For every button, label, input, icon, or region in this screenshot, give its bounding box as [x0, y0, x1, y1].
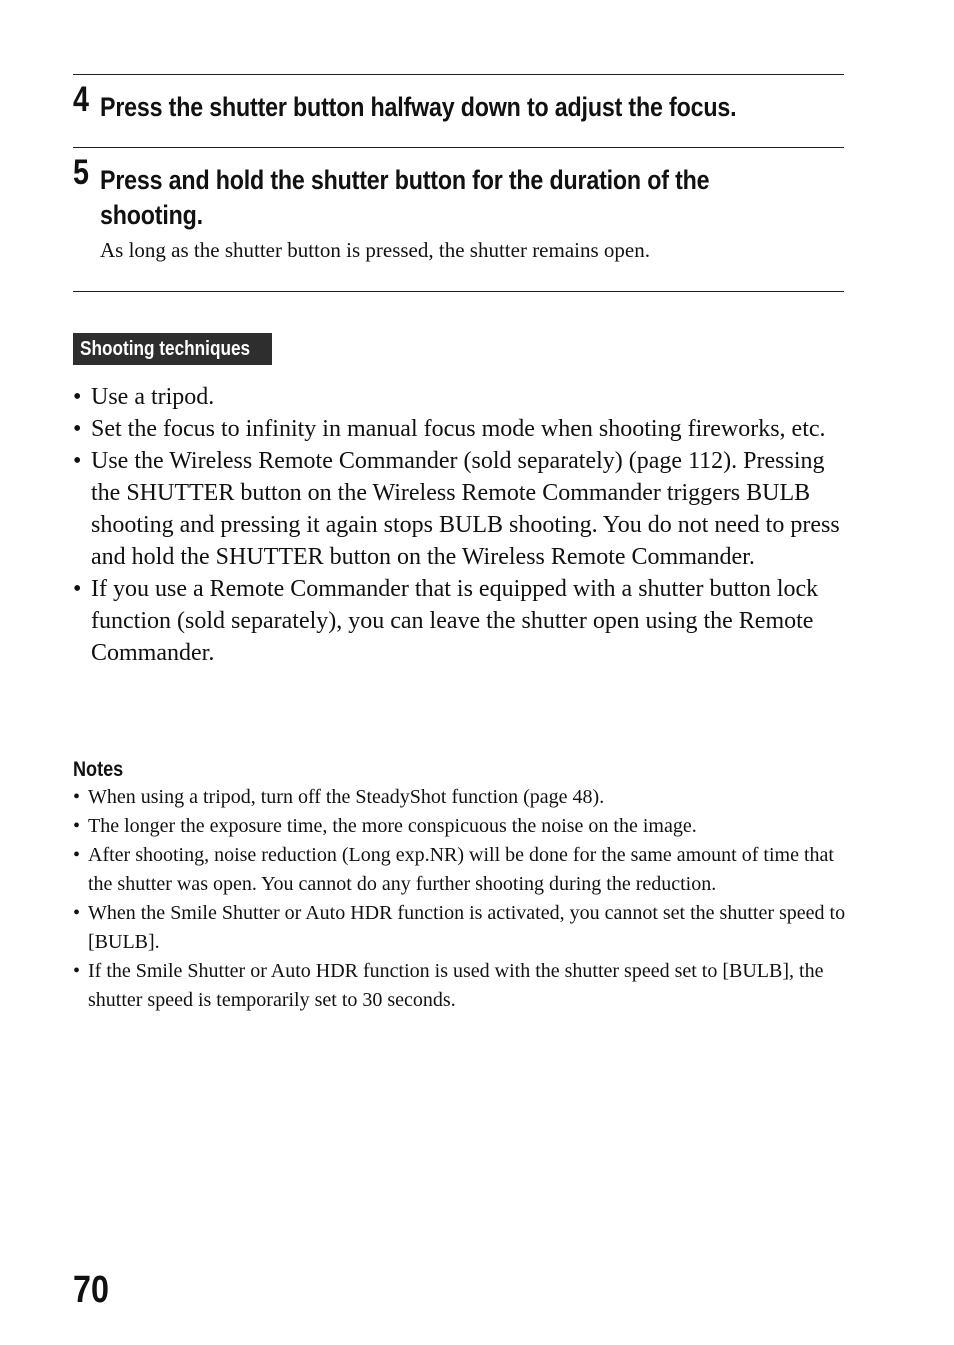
list-item: • If you use a Remote Commander that is equipped with a shutter button lock function (sold separately), you can leave the shutter open using the Remote Commander. [73, 573, 853, 669]
list-item: • Use a tripod. [73, 381, 853, 413]
step-title: Press the shutter button halfway down to adjust the focus. [100, 92, 737, 122]
step-number: 5 [73, 153, 89, 192]
step-description: As long as the shutter button is pressed, the shutter remains open. [100, 238, 650, 262]
list-item: • If the Smile Shutter or Auto HDR function is used with the shutter speed set to [BULB], the shutter speed is temporarily set to 30 seconds. [73, 957, 848, 1015]
divider-bottom [73, 291, 844, 292]
divider-top [73, 74, 844, 75]
notes-list [73, 783, 848, 1015]
step-number: 4 [73, 80, 89, 119]
divider-step-5 [73, 147, 844, 148]
tips-list [73, 381, 853, 669]
list-item: • When the Smile Shutter or Auto HDR function is activated, you cannot set the shutter speed to [BULB]. [73, 899, 848, 957]
list-item: • Set the focus to infinity in manual focus mode when shooting fireworks, etc. [73, 413, 853, 445]
list-item: • When using a tripod, turn off the SteadyShot function (page 48). [73, 783, 848, 812]
notes-heading: Notes [73, 758, 124, 781]
section-tag-label: Shooting techniques [80, 338, 251, 360]
step-title-line-2: shooting. [100, 200, 203, 230]
section-tag [73, 333, 272, 365]
page-number: 70 [73, 1269, 109, 1311]
list-item: • The longer the exposure time, the more conspicuous the noise on the image. [73, 812, 848, 841]
step-title-line-1: Press and hold the shutter button for the duration of the [100, 165, 710, 195]
list-item: • Use the Wireless Remote Commander (sold separately) (page 112). Pressing the SHUTTER button on the Wireless Remote Commander triggers BULB shooting and pressing it again stops BULB shooting. You do not need to press and hold the SHUTTER button on the Wireless Remote Commander. [73, 445, 853, 573]
list-item: • After shooting, noise reduction (Long exp.NR) will be done for the same amount of time that the shutter was open. You cannot do any further shooting during the reduction. [73, 841, 848, 899]
